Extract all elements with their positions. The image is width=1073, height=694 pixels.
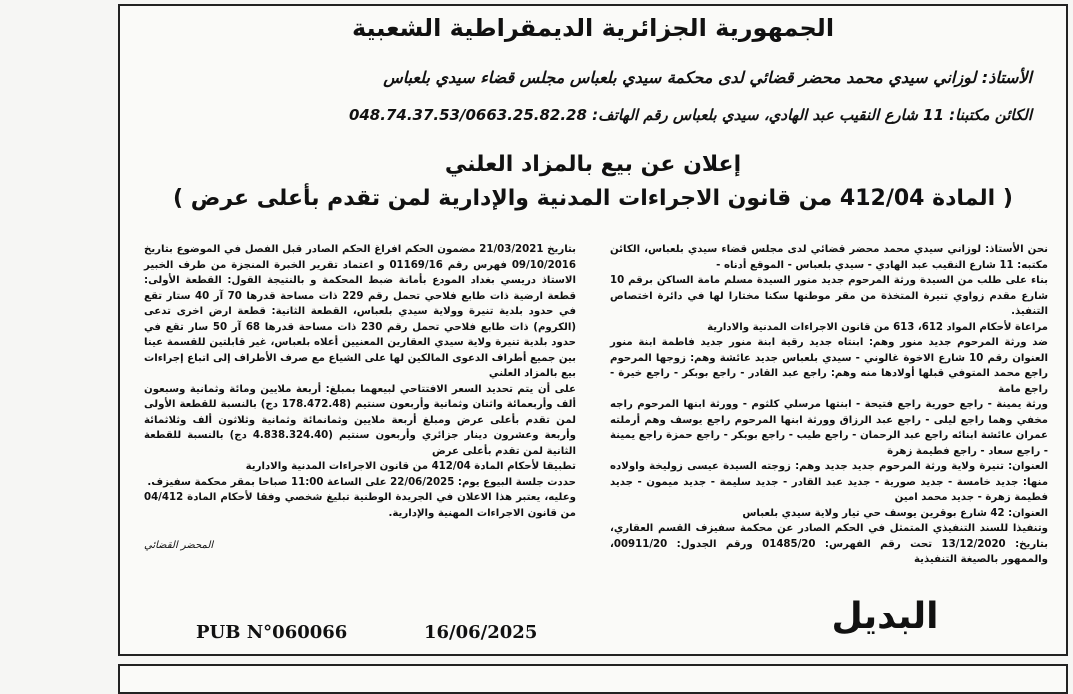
body-paragraph: العنوان: تنيرة ولاية ورثة المرحوم جديد جديد وهم: زوجته السيدة عيسى زوليخة واولاده منها: جديد خامسة - جديد صورية - جديد عبد القادر - جديد سليمة - جديد ميمون - جديد فطيمة زهرة - جديد محمد امين	[610, 461, 1048, 503]
body-paragraph: تطبيقا لأحكام المادة 412/04 من قانون الاجراءات المدنية والادارية	[245, 461, 576, 472]
ad-subtitle: ( المادة 412/04 من قانون الاجراءات المدنية والإدارية لمن تقدم بأعلى عرض )	[173, 186, 1013, 211]
body-paragraph: وتنفيذا للسند التنفيذي المتمثل في الحكم الصادر عن محكمة سفيزف القسم العقاري، بتاريخ: 13/12/2020 تحت رقم الفهرس: 01485/20 ورقم الجدول: 00911/20، والممهور بالصيغة التنفيذية	[610, 523, 1048, 565]
body-paragraph: ضد ورثة المرحوم جديد منور وهم: ابنتاه جديد رقية ابنة منور جديد فاطمة ابنة منور العنوان رقم 10 شارع الاخوة غالوني - سيدي بلعباس جديد عائشة وهم: زوجها المرحوم راجع محمد المتوفي قبلها أولادها منه وهم: راجع عبد القادر - راجع بوبكر - راجع خيرة - راجع مامة	[610, 337, 1048, 395]
badil-label: البديل	[831, 596, 939, 637]
body-paragraph: بتاريخ 21/03/2021 مضمون الحكم افراغ الحكم الصادر قبل الفصل في الموضوع بتاريخ 09/10/2016 فهرس رقم 01169/16 و اعتماد تقرير الخبرة المنجزة من طرف الخبير الاستاذ دريسي بغداد المودع بأمانة ضبط المحكمة و بالنتيجة القول: القطعة الأولى: قطعة ارضية ذات طابع فلاحي تحمل رقم 229 ذات مساحة قدرها 70 آر 40 ستار تقع في حدود بلدية تنيرة وولاية سيدي بلعباس، القطعة الثانية: قطعة ارض اخرى تدعى (الكروم) ذات طابع فلاحي تحمل رقم 230 ذات مساحة قدرها 68 آر 50 سار تقع في حدود بلدية تنيرة ولاية سيدي العقارين المعنيين أعلاه بلعباس، غير قابلتين للقسمة عينا بين جميع أطراف الدعوى المالكين لها على الشياع مع صرف الأطراف إلى اتباع إجراءات بيع بالمزاد العلني	[144, 244, 577, 379]
body-column-left	[144, 242, 576, 521]
bailiff-line: الأستاذ: لوزاني سيدي محمد محضر قضائي لدى محكمة سيدي بلعباس مجلس قضاء سيدي بلعباس	[383, 68, 1032, 87]
next-advertisement-frame	[118, 664, 1068, 694]
body-paragraph: العنوان: 42 شارع بوقرين يوسف حي تيار ولاية سيدي بلعباس	[742, 507, 1048, 519]
body-paragraph: بناء على طلب من السيدة ورثة المرحوم جديد منور السيدة مسلم مامة الساكن برقم 10 شارع مقدم زواوي تنيرة المتخذة من مقر موطنها سكنا مختارا لها في دائرة اختصاص التنفيذ.	[610, 275, 1048, 317]
office-address-line: الكائن مكتبنا: 11 شارع النقيب عبد الهادي، سيدي بلعباس رقم الهاتف: 048.74.37.53/0663.25.82.28	[348, 106, 1032, 124]
body-column-right	[610, 242, 1048, 568]
ad-title: إعلان عن بيع بالمزاد العلني	[444, 152, 742, 177]
advertisement-frame	[118, 4, 1068, 656]
pub-number: PUB N°060066	[196, 622, 348, 643]
body-paragraph: على أن يتم تحديد السعر الافتتاحي لبيعهما بمبلغ: أربعة ملايين ومائة وثمانية وسبعون ألف وأربعمائة واثنان وثمانية وأربعون سنتيم (178.472.48 دج) بالنسبة للقطعة الأولى لمن تقدم بأعلى عرض ومبلغ أربعة ملايين وثمانمائة وثمانية وثلاثون ألف وثلاثمائة وأربعة وعشرون دينار جزائري وأربعون سنتيم (4.838.324.40 دج) بالنسبة للقطعة الثانية لمن تقدم بأعلى عرض	[144, 383, 576, 457]
republic-heading: الجمهورية الجزائرية الديمقراطية الشعبية	[351, 14, 835, 42]
body-paragraph: وعليه، يعتبر هذا الاعلان في الجريدة الوطنية تبليغ شخصي وفقا لأحكام المادة 04/412 من قانون الاجراءات المهنية والإدارية.	[144, 492, 576, 519]
signature-label: المحضر القضائي	[144, 540, 214, 551]
body-paragraph: حددت جلسة البيوع يوم: 22/06/2025 على الساعة 11:00 صباحا بمقر محكمة سفيزف.	[147, 476, 576, 488]
body-paragraph: ورثة يمينة - راجع حورية راجع فتيحة - ابنتها مرسلي كلثوم - وورثة ابنها المرحوم راجه مخفي وهما راجع ليلى - راجع عبد الرزاق وورثة ابنها المرحوم راجع يوسف وهم أرملته عمران عائشة ابنائه راجع عبد الرحمان - راجع طيب - راجع بوبكر - راجع حمزة راجع يمينة - راجع سعاد - راجع فطيمة زهرة	[610, 399, 1048, 457]
pub-date: 16/06/2025	[424, 622, 538, 643]
body-paragraph: مراعاة لأحكام المواد 612، 613 من قانون الاجراءات المدنية والادارية	[707, 321, 1048, 333]
body-paragraph: نحن الأستاذ: لوزاني سيدي محمد محضر قضائي لدى مجلس قضاء سيدي بلعباس، الكائن مكتبه: 11 شارع النقيب عبد الهادي - سيدي بلعباس - الموقع أدناه -	[610, 244, 1048, 271]
